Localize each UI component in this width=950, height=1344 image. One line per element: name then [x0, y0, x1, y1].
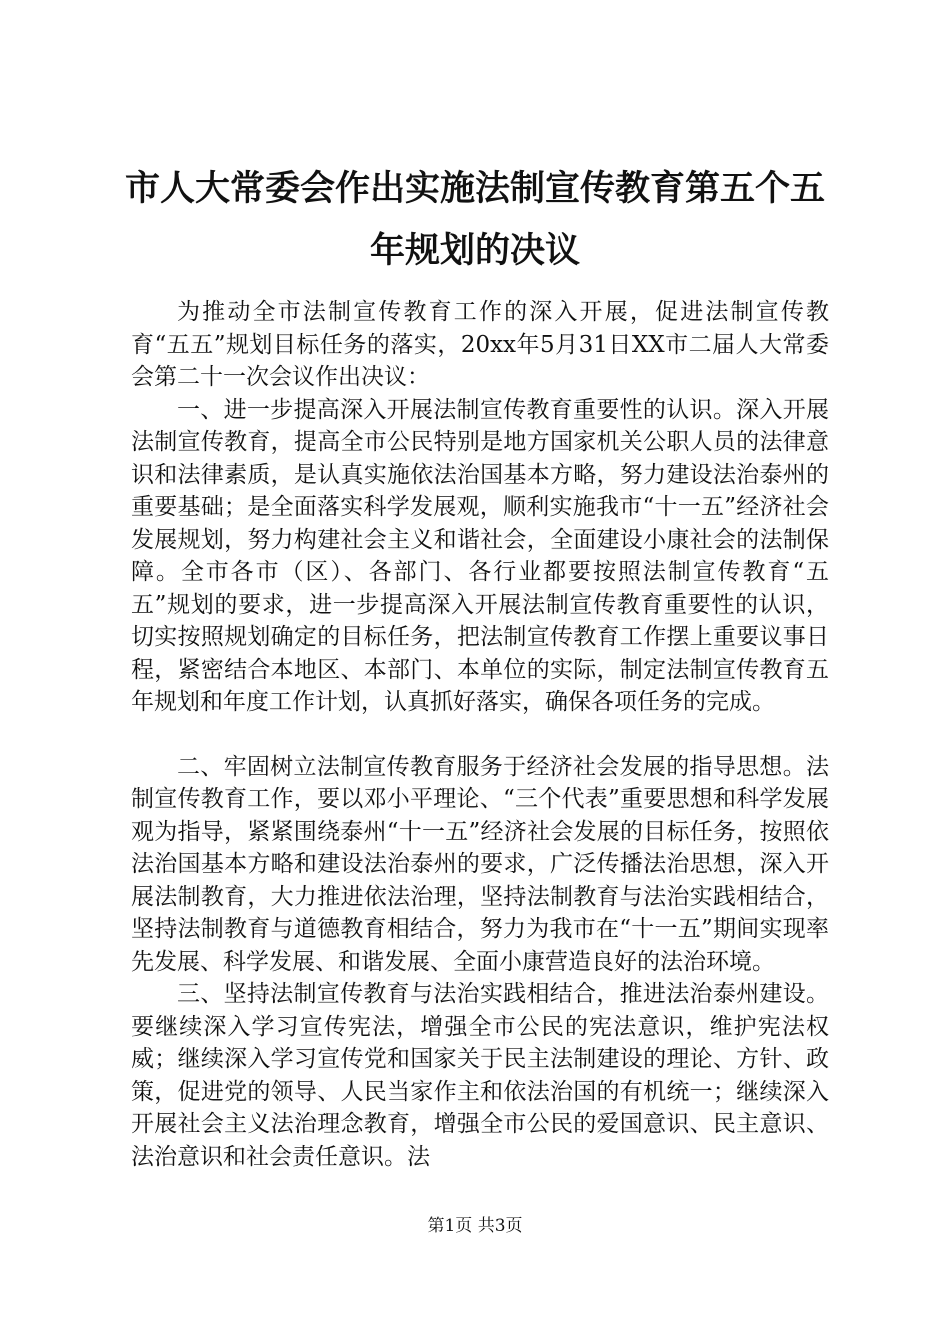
paragraph-intro: 为推动全市法制宣传教育工作的深入开展，促进法制宣传教育“五五”规划目标任务的落实，20xx年5月31日XX市二届人大常委会第二十一次会议作出决议：: [131, 299, 829, 390]
document-body: [131, 296, 829, 1173]
paragraph-section-3: 三、坚持法制宣传教育与法治实践相结合，推进法治泰州建设。要继续深入学习宣传宪法，增强全市公民的宪法意识，维护宪法权威；继续深入学习宣传党和国家关于民主法制建设的理论、方针、政策，促进党的领导、人民当家作主和依法治国的有机统一；继续深入开展社会主义法治理念教育，增强全市公民的爱国意识、民主意识、法治意识和社会责任意识。法: [131, 981, 829, 1170]
paragraph-section-2: 二、牢固树立法制宣传教育服务于经济社会发展的指导思想。法制宣传教育工作，要以邓小平理论、“三个代表”重要思想和科学发展观为指导，紧紧围绕泰州“十一五”经济社会发展的目标任务，按照依法治国基本方略和建设法治泰州的要求，广泛传播法治思想，深入开展法制教育，大力推进依法治理，坚持法制教育与法治实践相结合，坚持法制教育与道德教育相结合，努力为我市在“十一五”期间实现率先发展、科学发展、和谐发展、全面小康营造良好的法治环境。: [131, 753, 829, 975]
paragraph-section-1: 一、进一步提高深入开展法制宣传教育重要性的认识。深入开展法制宣传教育，提高全市公民特别是地方国家机关公职人员的法律意识和法律素质，是认真实施依法治国基本方略，努力建设法治泰州的重要基础；是全面落实科学发展观，顺利实施我市“十一五”经济社会发展规划，努力构建社会主义和谐社会，全面建设小康社会的法制保障。全市各市（区）、各部门、各行业都要按照法制宣传教育“五五”规划的要求，进一步提高深入开展法制宣传教育重要性的认识，切实按照规划确定的目标任务，把法制宣传教育工作摆上重要议事日程，紧密结合本地区、本部门、本单位的实际，制定法制宣传教育五年规划和年度工作计划，认真抓好落实，确保各项任务的完成。: [131, 396, 829, 715]
document-title: 市人大常委会作出实施法制宣传教育第五个五年规划的决议: [124, 168, 825, 271]
page-footer: 第1页 共3页: [427, 1216, 523, 1236]
